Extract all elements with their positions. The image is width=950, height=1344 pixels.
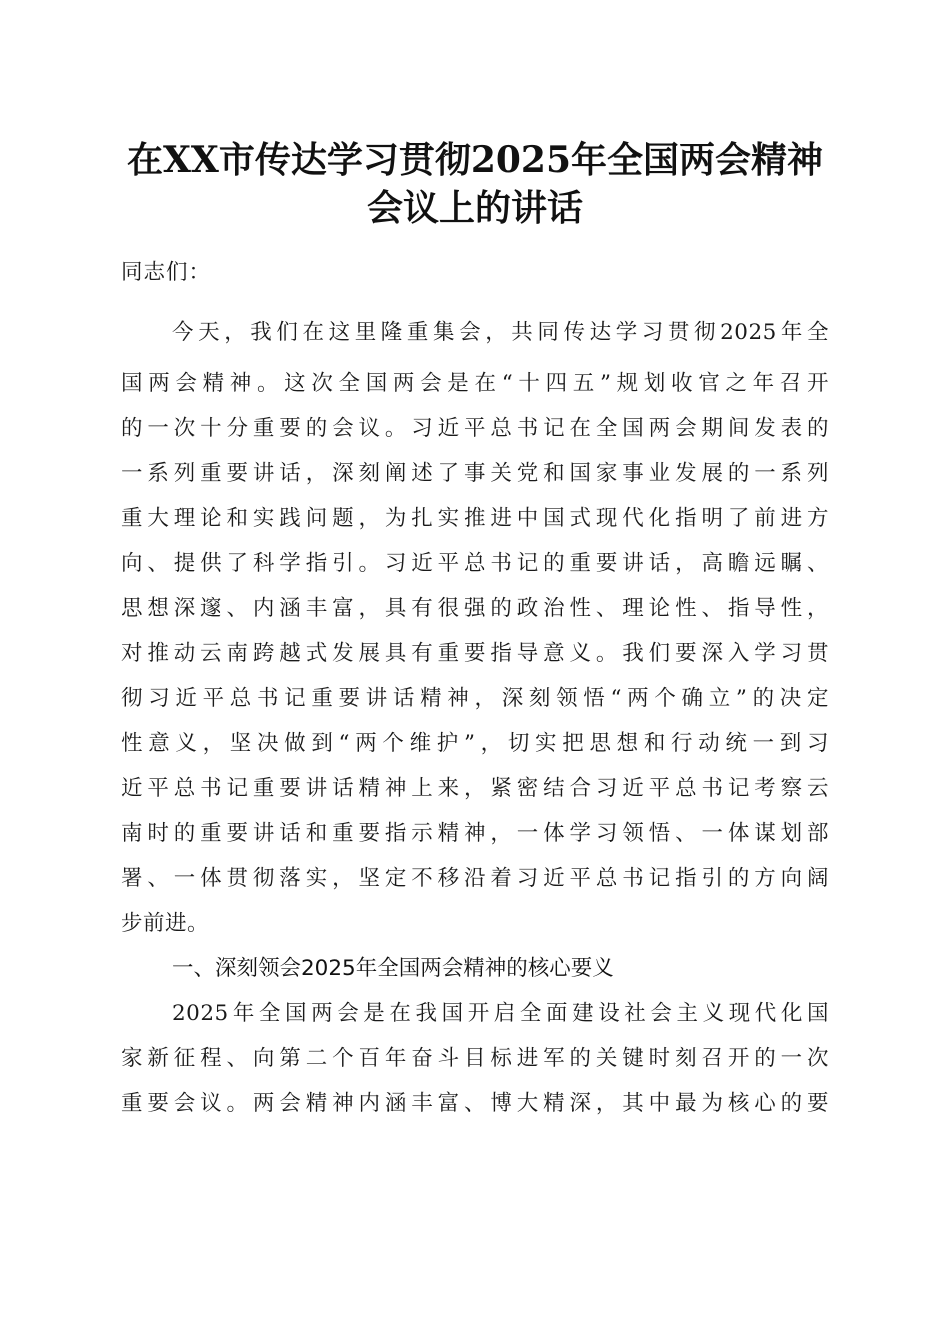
- paragraph-1-line: 性意义，坚决做到“两个维护”，切实把思想和行动统一到习: [121, 731, 829, 756]
- paragraph-1-line: 今天，我们在这里隆重集会，共同传达学习贯彻2025年全: [172, 320, 829, 345]
- paragraph-1-line: 思想深邃、内涵丰富，具有很强的政治性、理论性、指导性，: [121, 596, 829, 621]
- paragraph-1-line: 署、一体贯彻落实，坚定不移沿着习近平总书记指引的方向阔: [121, 866, 829, 891]
- paragraph-2-line: 家新征程、向第二个百年奋斗目标进军的关键时刻召开的一次: [121, 1046, 829, 1071]
- paragraph-1-line: 一系列重要讲话，深刻阐述了事关党和国家事业发展的一系列: [121, 461, 829, 486]
- document-title-line-1: 在XX市传达学习贯彻2025年全国两会精神: [126, 139, 824, 181]
- paragraph-1-line: 的一次十分重要的会议。习近平总书记在全国两会期间发表的: [121, 416, 829, 441]
- paragraph-1-line: 向、提供了科学指引。习近平总书记的重要讲话，高瞻远瞩、: [121, 551, 829, 576]
- document-title-line-2: 会议上的讲话: [366, 187, 583, 229]
- paragraph-1-line: 南时的重要讲话和重要指示精神，一体学习领悟、一体谋划部: [121, 821, 829, 846]
- paragraph-1-line: 近平总书记重要讲话精神上来，紧密结合习近平总书记考察云: [121, 776, 829, 801]
- paragraph-1-line: 重大理论和实践问题，为扎实推进中国式现代化指明了前进方: [121, 506, 829, 531]
- paragraph-2-line: 重要会议。两会精神内涵丰富、博大精深，其中最为核心的要: [121, 1091, 829, 1116]
- paragraph-1-line: 国两会精神。这次全国两会是在“十四五”规划收官之年召开: [121, 371, 829, 396]
- paragraph-1-line: 步前进。: [121, 911, 210, 936]
- paragraph-1-line: 对推动云南跨越式发展具有重要指导意义。我们要深入学习贯: [121, 641, 829, 666]
- section-1-heading: 一、深刻领会2025年全国两会精神的核心要义: [172, 956, 614, 981]
- paragraph-2-line: 2025年全国两会是在我国开启全面建设社会主义现代化国: [172, 1001, 829, 1026]
- paragraph-1-line: 彻习近平总书记重要讲话精神，深刻领悟“两个确立”的决定: [121, 686, 829, 711]
- greeting: 同志们：: [121, 260, 212, 285]
